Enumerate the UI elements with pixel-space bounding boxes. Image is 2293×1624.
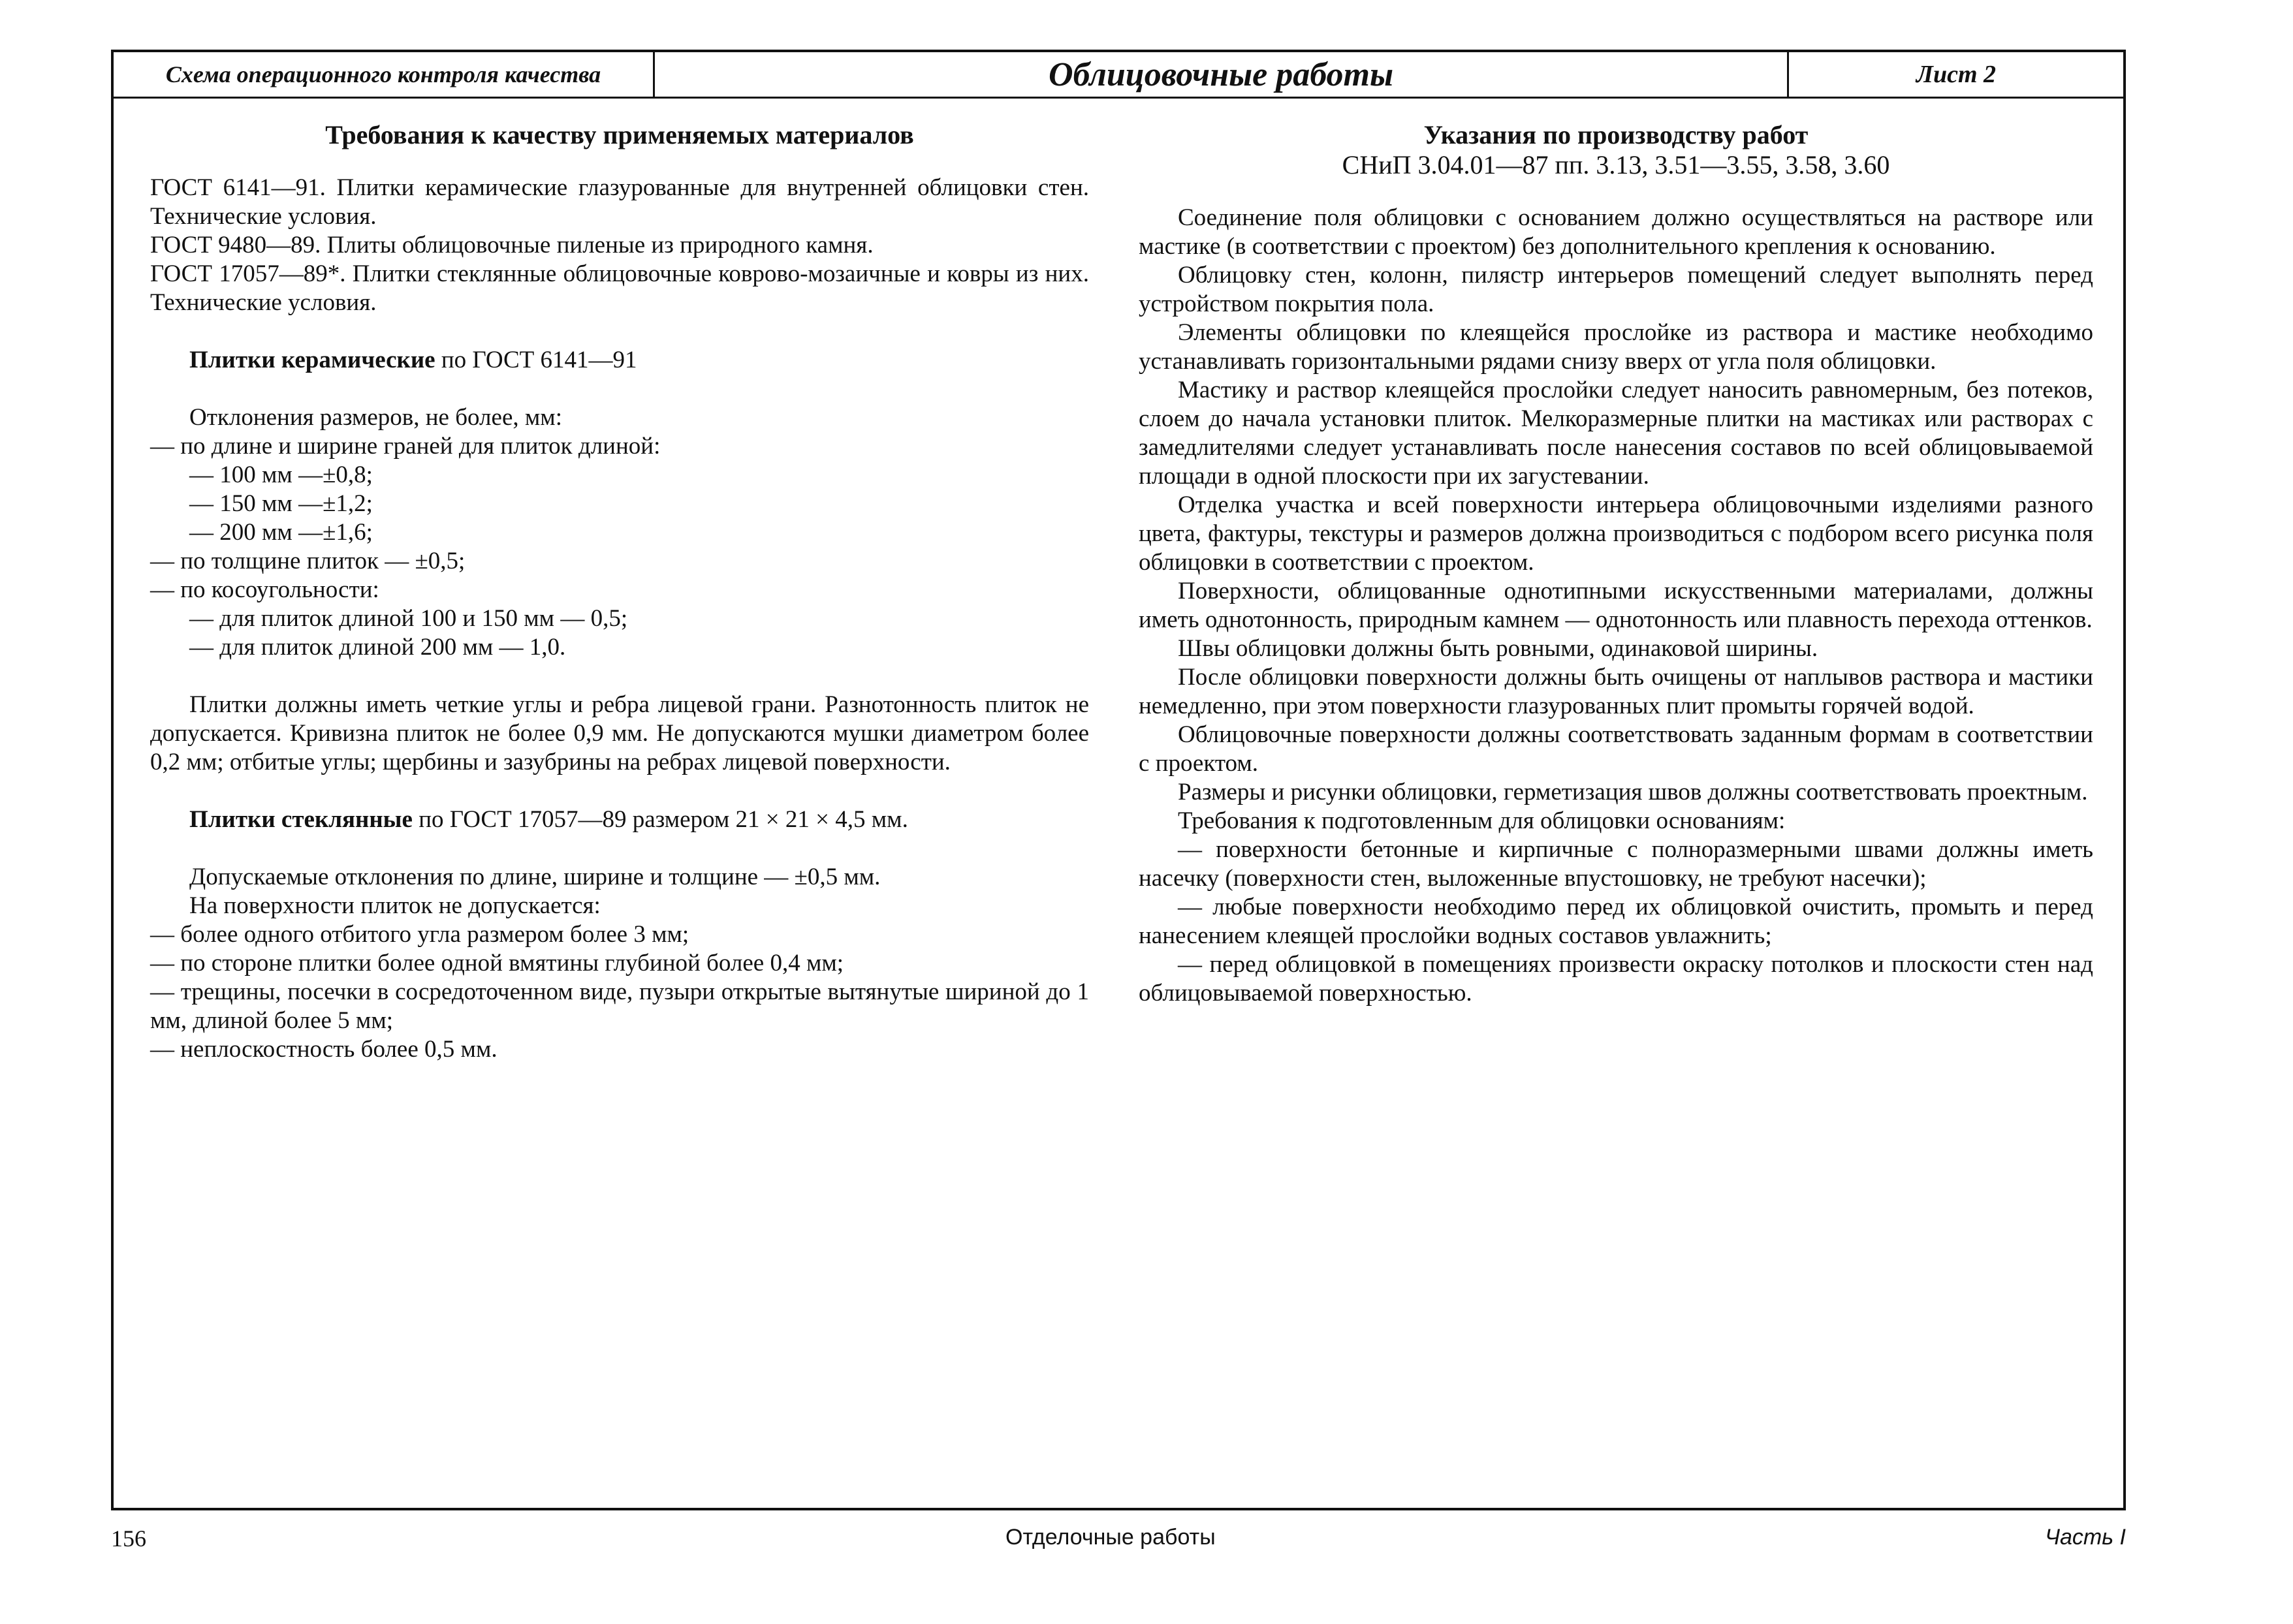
- instruction-paragraph: Соединение поля облицовки с основанием должно осуществляться на растворе или мастике (в соответствии с проектом) без дополнительного крепления к основанию.: [1139, 204, 2093, 260]
- gost-line: ГОСТ 9480—89. Плиты облицовочные пиленые из природного камня.: [150, 232, 874, 258]
- instruction-paragraph: Мастику и раствор клеящейся прослойки следует наносить равномерным, без потеков, слоем до начала установки плиток. Мелкоразмерные плитки на мастиках или растворах с замедлителями следует устанавливать после нанесения составов по всей облицовываемой площади в одной плоскости при их загустевании.: [1139, 377, 2093, 490]
- instruction-paragraph: После облицовки поверхности должны быть очищены от наплывов раствора и мастики немедленно, при этом поверхности глазурованных плит промыты горячей водой.: [1139, 664, 2093, 719]
- deviations-title: Отклонения размеров, не более, мм:: [189, 404, 562, 431]
- list-item: — более одного отбитого угла размером более 3 мм;: [150, 921, 689, 948]
- snip-reference: СНиП 3.04.01—87 пп. 3.13, 3.51—3.55, 3.58, 3.60: [1342, 150, 1890, 180]
- page-frame: [111, 50, 2126, 1510]
- ceramic-tiles-standard: по ГОСТ 6141—91: [435, 347, 637, 373]
- list-item: — 150 мм —±1,2;: [189, 490, 373, 517]
- header-section-title: Облицовочные работы: [655, 52, 1789, 97]
- list-item: — по косоугольности:: [150, 576, 379, 603]
- ceramic-tiles-label: Плитки керамические: [189, 347, 435, 373]
- list-item: — 200 мм —±1,6;: [189, 519, 373, 546]
- list-item: — трещины, посечки в сосредоточенном виде, пузыри открытые вытянутые шириной до 1 мм, длиной более 5 мм;: [150, 978, 1089, 1034]
- instruction-paragraph: — поверхности бетонные и кирпичные с полноразмерными швами должны иметь насечку (поверхности стен, выложенные впустошовку, не требуют насечки);: [1139, 836, 2093, 892]
- glass-tiles-label: Плитки стеклянные: [189, 806, 413, 833]
- instruction-paragraph: Швы облицовки должны быть ровными, одинаковой ширины.: [1178, 635, 1818, 662]
- gost-line: ГОСТ 17057—89*. Плитки стеклянные облицовочные коврово-мозаичные и ковры из них. Технические условия.: [150, 260, 1089, 316]
- materials-requirements-heading: Требования к качеству применяемых материалов: [325, 120, 914, 149]
- footer-part: Часть I: [2045, 1525, 2126, 1550]
- list-item: — для плиток длиной 100 и 150 мм — 0,5;: [189, 605, 628, 632]
- glass-tiles-heading: [150, 805, 1089, 834]
- instruction-paragraph: Облицовку стен, колонн, пилястр интерьеров помещений следует выполнять перед устройством покрытия пола.: [1139, 262, 2093, 317]
- list-item: — для плиток длиной 200 мм — 1,0.: [189, 634, 566, 661]
- glass-surface-title: На поверхности плиток не допускается:: [189, 892, 601, 919]
- instruction-paragraph: Отделка участка и всей поверхности интерьера облицовочными изделиями разного цвета, фактуры, текстуры и размеров должна производиться с подбором всего рисунка поля облицовки в соответствии с проектом.: [1139, 492, 2093, 576]
- list-item: — по стороне плитки более одной вмятины глубиной более 0,4 мм;: [150, 950, 844, 976]
- header-sheet-number: Лист 2: [1916, 61, 1997, 88]
- right-column: [1139, 120, 2093, 1008]
- ceramic-requirements-paragraph: Плитки должны иметь четкие углы и ребра лицевой грани. Разнотонность плиток не допускается. Кривизна плиток не более 0,9 мм. Не допускаются мушки диаметром более 0,2 мм; отбитые углы; щербины и зазубрины на ребрах лицевой поверхности.: [150, 691, 1089, 775]
- instruction-paragraph: Размеры и рисунки облицовки, герметизация швов должны соответствовать проектным.: [1178, 779, 2088, 805]
- instruction-paragraph: — любые поверхности необходимо перед их облицовкой очистить, промыть и перед нанесением клеящей прослойки водных составов увлажнить;: [1139, 894, 2093, 949]
- instruction-paragraph: Требования к подготовленным для облицовки основаниям:: [1178, 807, 1786, 834]
- instruction-paragraph: Элементы облицовки по клеящейся прослойке из раствора и мастике необходимо устанавливать горизонтальными рядами снизу вверх от угла поля облицовки.: [1139, 319, 2093, 375]
- instruction-paragraph: — перед облицовкой в помещениях произвести окраску потолков и плоскости стен над облицовываемой поверхностью.: [1139, 951, 2093, 1007]
- work-instructions-heading: Указания по производству работ: [1423, 120, 1809, 149]
- list-item: — 100 мм —±0,8;: [189, 461, 373, 488]
- page-number: 156: [111, 1525, 146, 1552]
- glass-deviations: Допускаемые отклонения по длине, ширине и толщине — ±0,5 мм.: [189, 864, 881, 890]
- left-column: [150, 120, 1089, 1064]
- ceramic-tiles-heading: [150, 346, 1089, 375]
- footer-section-title: Отделочные работы: [1005, 1525, 1216, 1550]
- header-row: [114, 52, 2123, 99]
- gost-line: ГОСТ 6141—91. Плитки керамические глазурованные для внутренней облицовки стен. Технические условия.: [150, 174, 1089, 230]
- list-item: — по длине и ширине граней для плиток длиной:: [150, 433, 661, 460]
- instruction-paragraph: Облицовочные поверхности должны соответствовать заданным формам в соответствии с проектом.: [1139, 721, 2093, 777]
- list-item: — неплоскостность более 0,5 мм.: [150, 1036, 498, 1063]
- list-item: — по толщине плиток — ±0,5;: [150, 548, 466, 574]
- header-scheme-title: Схема операционного контроля качества: [114, 52, 655, 97]
- glass-tiles-standard: по ГОСТ 17057—89 размером 21 × 21 × 4,5 мм.: [412, 806, 908, 833]
- instruction-paragraph: Поверхности, облицованные однотипными искусственными материалами, должны иметь однотонность, природным камнем — однотонность или плавность перехода оттенков.: [1139, 578, 2093, 633]
